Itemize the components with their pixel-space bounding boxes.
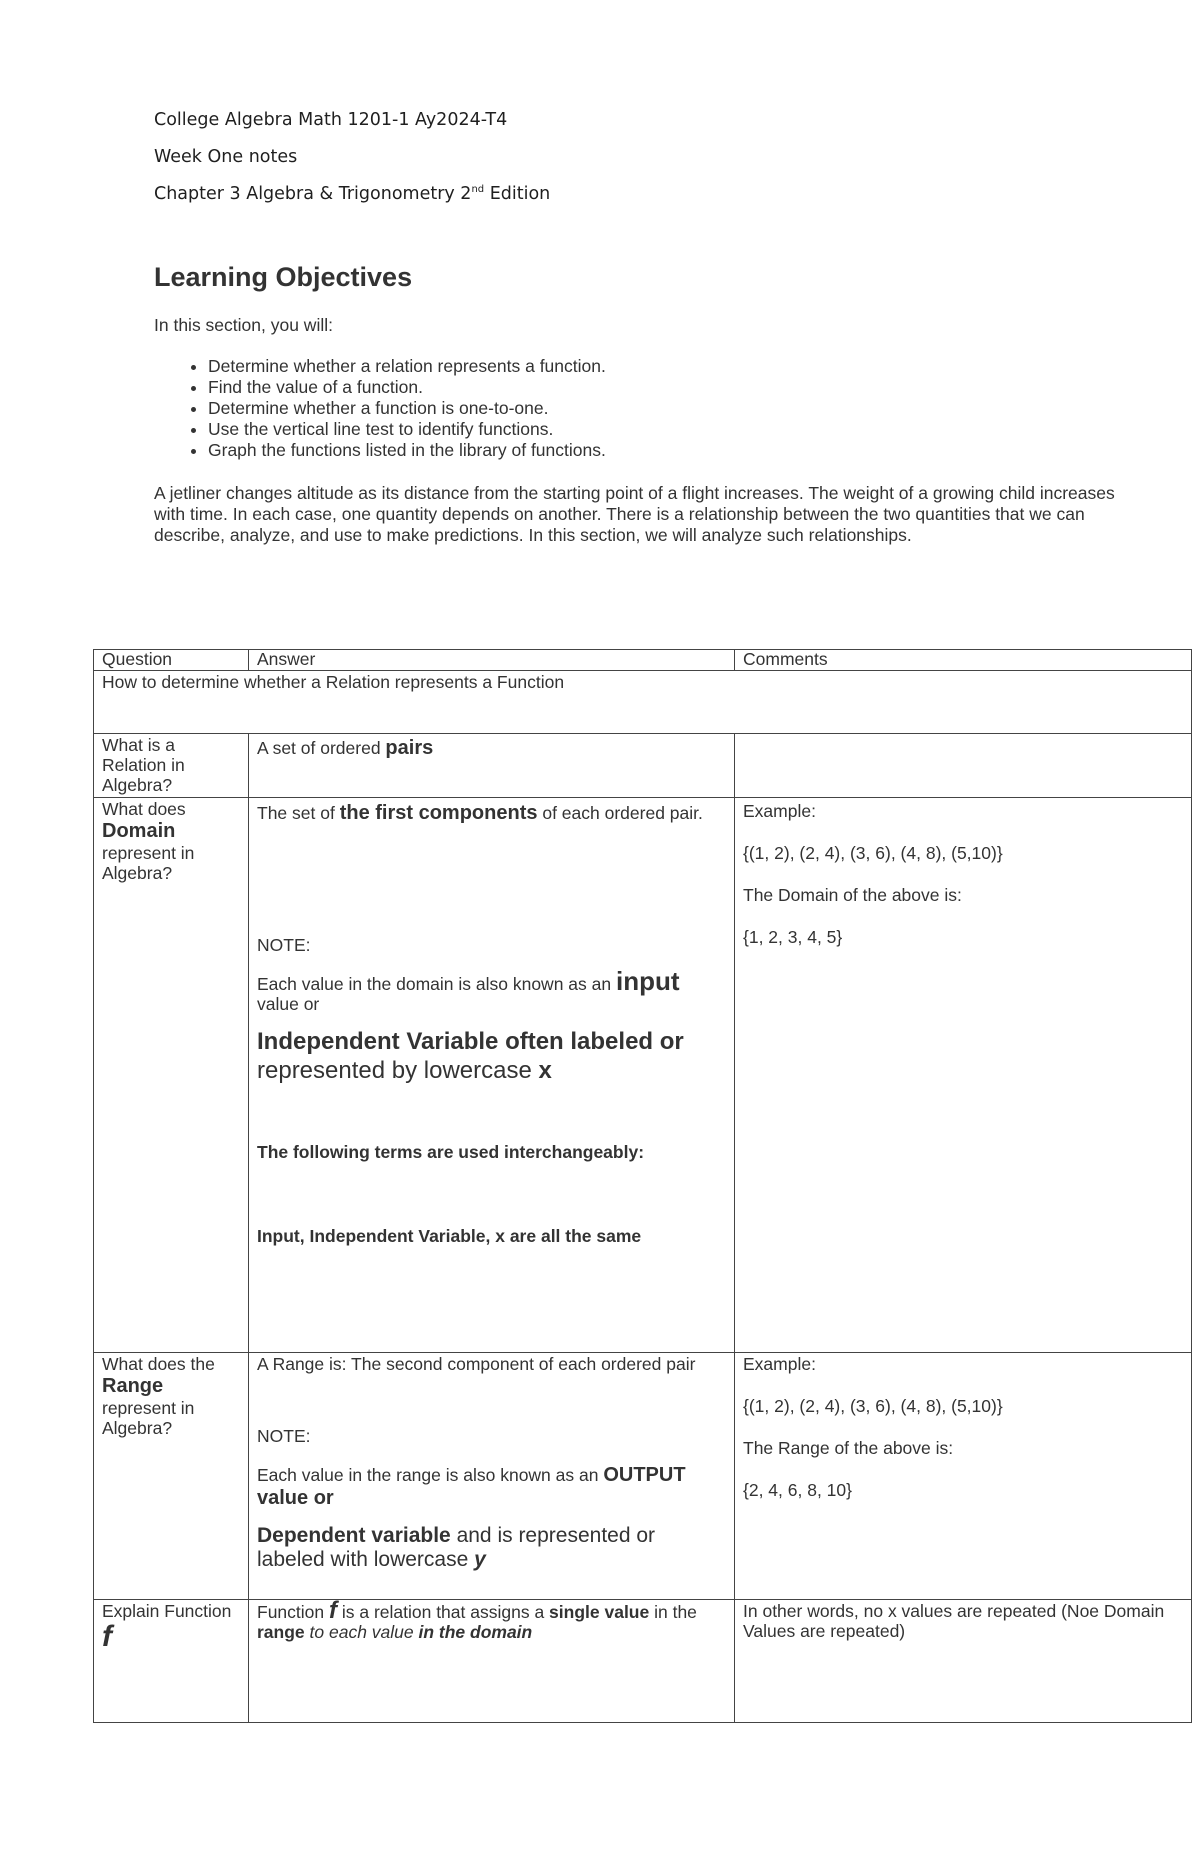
section-title: How to determine whether a Relation represents a Function (94, 671, 1192, 734)
range-answer: A Range is: The second component of each ordered pair NOTE: Each value in the range is also known as an OUTPUT value or Dependent variable and is represented or labeled with lowercase y (249, 1353, 735, 1600)
list-item: • Determine whether a function is one-to-one. (208, 398, 606, 419)
function-comment: In other words, no x values are repeated (Noe Domain Values are repeated) (735, 1600, 1192, 1723)
objectives-intro: In this section, you will: (154, 315, 333, 335)
section-title-row (94, 671, 1192, 734)
table-header-row (94, 650, 1192, 671)
relation-question: What is a Relation in Algebra? (94, 734, 249, 798)
table-row (94, 1353, 1192, 1600)
chapter-label: Chapter 3 Algebra & Trigonometry 2nd Edition (154, 184, 551, 204)
notes-table (93, 649, 1192, 1723)
section-heading: Learning Objectives (154, 262, 413, 292)
range-question: What does the Range represent in Algebra? (94, 1353, 249, 1600)
table-row (94, 798, 1192, 1353)
range-comment: Example: {(1, 2), (2, 4), (3, 6), (4, 8), (5,10)} The Range of the above is: {2, 4, 6, 8, 10} (735, 1353, 1192, 1600)
list-item: • Find the value of a function. (208, 377, 606, 398)
objectives-list (154, 356, 606, 461)
week-label: Week One notes (154, 147, 298, 167)
course-title: College Algebra Math 1201-1 Ay2024-T4 (154, 110, 508, 130)
header-comments: Comments (735, 650, 1192, 671)
header-question: Question (94, 650, 249, 671)
relation-answer: A set of ordered pairs (249, 734, 735, 798)
domain-comment: Example: {(1, 2), (2, 4), (3, 6), (4, 8), (5,10)} The Domain of the above is: {1, 2, 3, 4, 5} (735, 798, 1192, 1353)
intro-paragraph: A jetliner changes altitude as its distance from the starting point of a flight increases. The weight of a growing child increases with time. In each case, one quantity depends on another. There is a relationship between the two quantities that we can describe, analyze, and use to make predictions. In this section, we will analyze such relationships. (154, 483, 1115, 545)
table-row (94, 734, 1192, 798)
table-row (94, 1600, 1192, 1723)
list-item: • Determine whether a relation represents a function. (208, 356, 606, 377)
relation-comment (735, 734, 1192, 798)
domain-answer: The set of the first components of each ordered pair. NOTE: Each value in the domain is also known as an input value or Independent Variable often labeled or represented by lowercase x The following terms are used interchangeably: Input, Independent Variable, x are all the same (249, 798, 735, 1353)
list-item: • Graph the functions listed in the library of functions. (208, 440, 606, 461)
function-answer: Function f is a relation that assigns a single value in the range to each value in the domain (249, 1600, 735, 1723)
list-item: • Use the vertical line test to identify functions. (208, 419, 606, 440)
header-answer: Answer (249, 650, 735, 671)
function-question: Explain Function f (94, 1600, 249, 1723)
domain-question: What does Domain represent in Algebra? (94, 798, 249, 1353)
